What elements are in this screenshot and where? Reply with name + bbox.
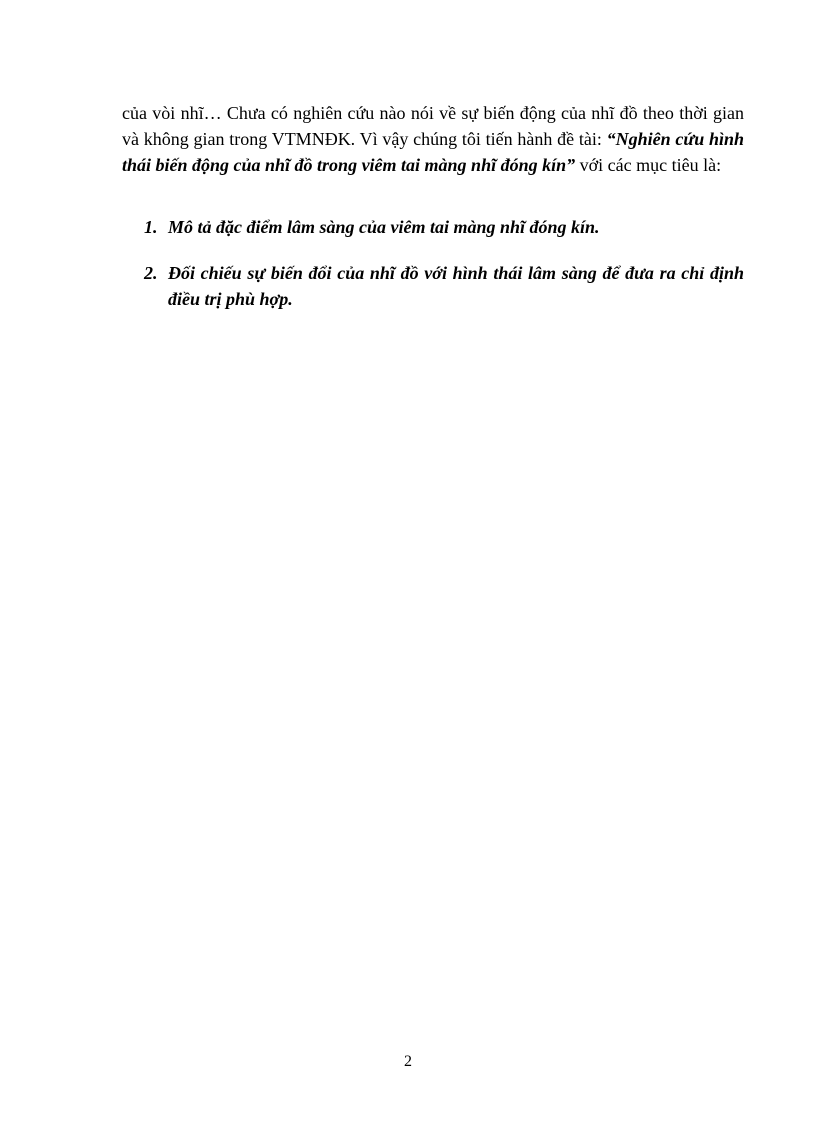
paragraph-text-after: với các mục tiêu là: <box>575 155 722 175</box>
objectives-list <box>122 214 744 312</box>
objective-number: 2. <box>144 263 158 283</box>
objective-text: Đối chiếu sự biến đổi của nhĩ đồ với hình thái lâm sàng để đưa ra chỉ định điều trị phù hợp. <box>168 263 744 309</box>
page-number: 2 <box>404 1053 412 1070</box>
objective-number: 1. <box>144 217 158 237</box>
objective-text: Mô tả đặc điểm lâm sàng của viêm tai màng nhĩ đóng kín. <box>168 217 600 237</box>
objective-item-2 <box>122 260 744 312</box>
research-title: “Nghiên cứu hình thái biến động của nhĩ đồ trong viêm tai màng nhĩ đóng kín” <box>122 129 745 175</box>
body-paragraph <box>122 100 744 178</box>
objective-item-1 <box>122 214 744 240</box>
paragraph-text-before: của vòi nhĩ… Chưa có nghiên cứu nào nói về sự biến động của nhĩ đồ theo thời gian và không gian trong VTMNĐK. Vì vậy chúng tôi tiến hành đề tài: <box>122 103 744 149</box>
